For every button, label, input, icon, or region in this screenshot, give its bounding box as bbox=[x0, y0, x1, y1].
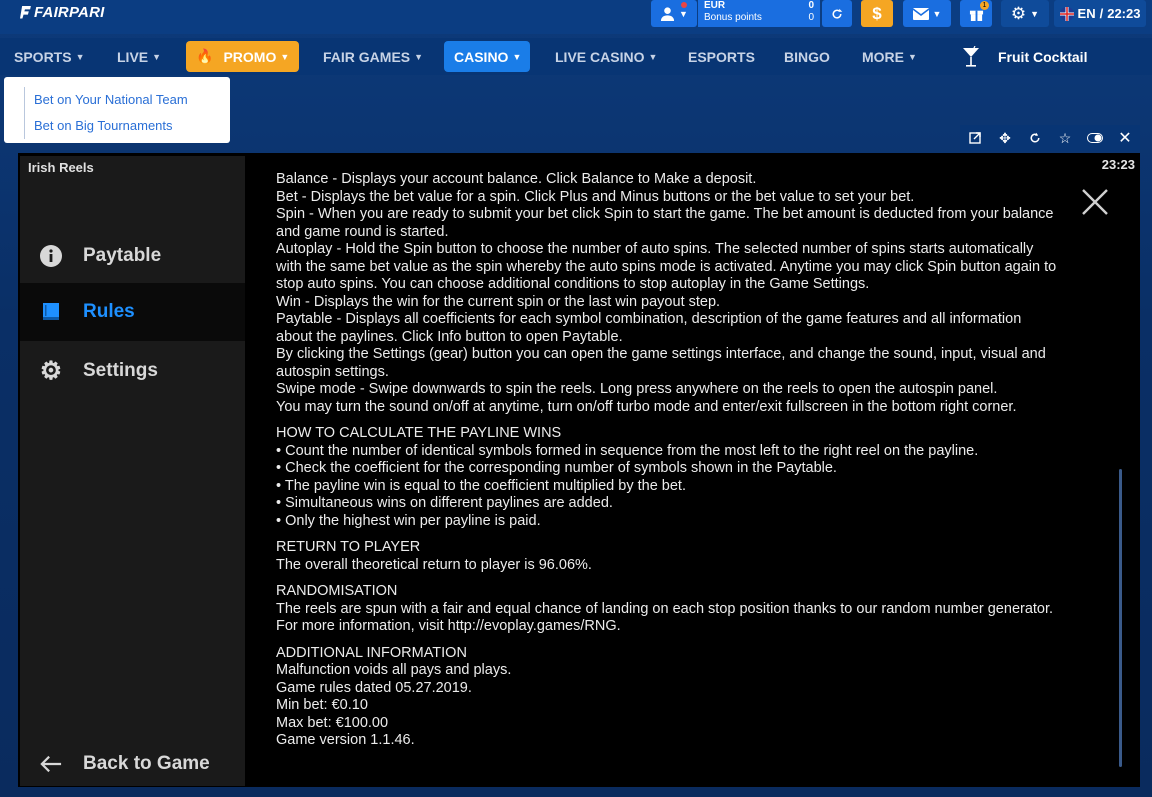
rules-bullet: • The payline win is equal to the coefficient multiplied by the bet. bbox=[276, 477, 686, 494]
nav-live-casino[interactable] bbox=[555, 41, 657, 72]
section-heading: RANDOMISATION bbox=[276, 583, 398, 599]
language-time-selector[interactable] bbox=[1054, 0, 1146, 27]
close-icon: ✕ bbox=[1118, 130, 1132, 147]
game-clock: 23:23 bbox=[1101, 157, 1135, 172]
refresh-balance-button[interactable] bbox=[822, 0, 852, 27]
messages-button[interactable] bbox=[903, 0, 951, 27]
game-version: Game version 1.1.46. bbox=[276, 732, 415, 748]
rules-bullet: • Check the coefficient for the corresponding number of symbols shown in the Paytable. bbox=[276, 460, 837, 476]
rules-line: For more information, visit http://evoplay.games/RNG. bbox=[276, 618, 621, 634]
nav-more-label: MORE bbox=[862, 48, 904, 65]
nav-esports[interactable] bbox=[688, 41, 755, 72]
promo-item-national-team[interactable]: Bet on Your National Team bbox=[24, 87, 230, 113]
rules-line: and game round is started. bbox=[276, 223, 449, 240]
cocktail-icon bbox=[962, 46, 980, 68]
rules-scrollbar[interactable] bbox=[1119, 469, 1122, 767]
rules-bullet: • Simultaneous wins on different paylines are added. bbox=[276, 495, 613, 511]
rules-bullet: • Only the highest win per payline is paid. bbox=[276, 512, 541, 529]
gift-count-badge: 1 bbox=[980, 1, 989, 10]
close-game-button[interactable] bbox=[1110, 125, 1140, 151]
refresh-icon bbox=[831, 8, 843, 20]
chevron-down-icon: ▼ bbox=[414, 51, 424, 62]
reload-game-button[interactable] bbox=[1020, 125, 1050, 151]
main-nav bbox=[0, 38, 1152, 75]
move-window-button[interactable] bbox=[990, 125, 1020, 151]
separator: / bbox=[1099, 6, 1104, 21]
nav-casino-label: CASINO bbox=[454, 48, 509, 65]
section-heading: HOW TO CALCULATE THE PAYLINE WINS bbox=[276, 425, 562, 441]
nav-casino[interactable] bbox=[444, 41, 530, 72]
back-to-game-label: Back to Game bbox=[83, 753, 210, 774]
nav-sports-label: SPORTS bbox=[14, 48, 72, 65]
back-to-game-button[interactable] bbox=[20, 735, 245, 793]
uk-flag-icon bbox=[1060, 7, 1074, 21]
current-game-link[interactable] bbox=[962, 41, 1087, 72]
nav-promo[interactable] bbox=[186, 41, 299, 72]
deposit-button[interactable] bbox=[861, 0, 893, 27]
mail-icon bbox=[913, 8, 929, 20]
nav-sports[interactable] bbox=[14, 41, 85, 72]
arrow-left-icon bbox=[40, 753, 62, 775]
section-heading: RETURN TO PLAYER bbox=[276, 539, 421, 555]
rules-line: Bet - Displays the bet value for a spin. Click Plus and Minus buttons or the bet value to set your bet. bbox=[276, 188, 915, 205]
settings-menu-button[interactable] bbox=[1001, 0, 1049, 27]
menu-settings-label: Settings bbox=[83, 360, 158, 381]
nav-fair-games[interactable] bbox=[323, 41, 423, 72]
rules-line: autospin settings. bbox=[276, 363, 389, 380]
reload-icon bbox=[1029, 132, 1041, 144]
rules-content bbox=[276, 171, 1116, 750]
rules-line: Autoplay - Hold the Spin button to choose the number of auto spins. The selected number of spins starts automatically bbox=[276, 241, 1034, 257]
rules-line: Paytable - Displays all coefficients for each symbol combination, description of the game features and all information bbox=[276, 311, 1022, 327]
balance-value: 0 bbox=[808, 0, 814, 11]
currency-label: EUR bbox=[704, 0, 726, 11]
top-bar bbox=[0, 0, 1152, 34]
rules-line: stop auto spins. You can choose additional conditions to stop autoplay in the Game Settings. bbox=[276, 276, 870, 292]
section-heading: ADDITIONAL INFORMATION bbox=[276, 644, 467, 661]
rules-line: Win - Displays the win for the current spin or the last win payout step. bbox=[276, 293, 721, 310]
language-label: EN bbox=[1077, 6, 1096, 21]
chevron-down-icon: ▼ bbox=[75, 51, 85, 62]
theme-toggle-button[interactable] bbox=[1080, 125, 1110, 151]
gear-icon: ⚙ bbox=[1010, 3, 1027, 23]
site-logo[interactable] bbox=[20, 3, 105, 21]
fire-icon: 🔥 bbox=[196, 48, 214, 64]
game-side-menu bbox=[20, 156, 245, 786]
gifts-button[interactable] bbox=[960, 0, 992, 27]
rules-line: with the same bet value as the spin whereby the auto spins mode is activated. Anytime you may click Spin button again to bbox=[276, 258, 1057, 275]
nav-live-label: LIVE bbox=[117, 48, 149, 65]
open-new-window-button[interactable] bbox=[960, 125, 990, 151]
move-icon: ✥ bbox=[999, 129, 1011, 146]
chevron-down-icon: ▼ bbox=[1030, 8, 1040, 19]
max-bet: Max bet: €100.00 bbox=[276, 714, 389, 731]
nav-live[interactable] bbox=[117, 41, 161, 72]
dollar-icon: $ bbox=[872, 3, 882, 23]
rules-line: about the paylines. Click Info button to open Paytable. bbox=[276, 328, 623, 345]
menu-paytable-label: Paytable bbox=[83, 245, 162, 266]
chevron-down-icon: ▼ bbox=[908, 51, 917, 62]
rules-bullet: • Count the number of identical symbols formed in sequence from the most left to the right reel on the payline. bbox=[276, 442, 979, 459]
chevron-down-icon: ▼ bbox=[512, 51, 522, 62]
user-menu-button[interactable] bbox=[651, 0, 697, 27]
nav-esports-label: ESPORTS bbox=[688, 48, 755, 65]
rules-line: The reels are spun with a fair and equal chance of landing on each stop position thanks to our random number generator. bbox=[276, 600, 1054, 617]
rules-line: Game rules dated 05.27.2019. bbox=[276, 679, 472, 696]
bonus-points-value: 0 bbox=[808, 12, 814, 23]
nav-more[interactable] bbox=[862, 41, 917, 72]
rules-line: Balance - Displays your account balance. Click Balance to Make a deposit. bbox=[276, 171, 757, 187]
chevron-down-icon: ▼ bbox=[280, 51, 290, 62]
game-title: Irish Reels bbox=[28, 160, 94, 175]
nav-fair-games-label: FAIR GAMES bbox=[323, 48, 411, 65]
external-link-icon bbox=[969, 132, 981, 144]
chevron-down-icon: ▼ bbox=[932, 8, 942, 19]
gear-icon: ⚙ bbox=[39, 357, 63, 385]
rules-line: Swipe mode - Swipe downwards to spin the reels. Long press anywhere on the reels to open the autospin panel. bbox=[276, 381, 998, 397]
notification-dot bbox=[681, 2, 687, 8]
rtp-text: The overall theoretical return to player is 96.06%. bbox=[276, 556, 592, 573]
info-icon bbox=[40, 245, 62, 267]
brand-name: FAIRPARI bbox=[34, 3, 105, 21]
current-time: 22:23 bbox=[1107, 6, 1141, 21]
menu-paytable[interactable] bbox=[20, 227, 245, 285]
nav-live-casino-label: LIVE CASINO bbox=[555, 48, 645, 65]
balance-box[interactable] bbox=[698, 0, 820, 27]
logo-mark-icon bbox=[20, 6, 31, 19]
star-icon: ☆ bbox=[1058, 129, 1072, 146]
promo-item-big-tournaments[interactable]: Bet on Big Tournaments bbox=[24, 113, 230, 139]
rules-line: Malfunction voids all pays and plays. bbox=[276, 662, 512, 678]
chevron-down-icon: ▼ bbox=[679, 8, 688, 19]
chevron-down-icon: ▼ bbox=[152, 51, 162, 62]
min-bet: Min bet: €0.10 bbox=[276, 697, 368, 713]
rules-line: By clicking the Settings (gear) button you can open the game settings interface, and change the sound, input, visual and bbox=[276, 346, 1046, 362]
nav-bingo-label: BINGO bbox=[784, 48, 830, 65]
menu-settings[interactable] bbox=[20, 342, 245, 400]
book-icon bbox=[40, 301, 62, 323]
game-frame bbox=[18, 153, 1140, 787]
bonus-points-label: Bonus points bbox=[704, 12, 762, 23]
toggle-icon bbox=[1087, 133, 1103, 143]
promo-dropdown bbox=[4, 77, 230, 143]
chevron-down-icon: ▼ bbox=[648, 51, 658, 62]
favorite-button[interactable] bbox=[1050, 125, 1080, 151]
menu-rules[interactable] bbox=[20, 283, 245, 341]
user-icon bbox=[660, 6, 675, 21]
nav-promo-label: PROMO bbox=[223, 48, 277, 65]
rules-line: You may turn the sound on/off at anytime, turn on/off turbo mode and enter/exit fullscreen in the bottom right corner. bbox=[276, 398, 1017, 415]
menu-rules-label: Rules bbox=[83, 301, 135, 322]
rules-line: Spin - When you are ready to submit your bet click Spin to start the game. The bet amount is deducted from your balance bbox=[276, 206, 1054, 222]
nav-bingo[interactable] bbox=[784, 41, 830, 72]
current-game-label: Fruit Cocktail bbox=[998, 48, 1088, 65]
